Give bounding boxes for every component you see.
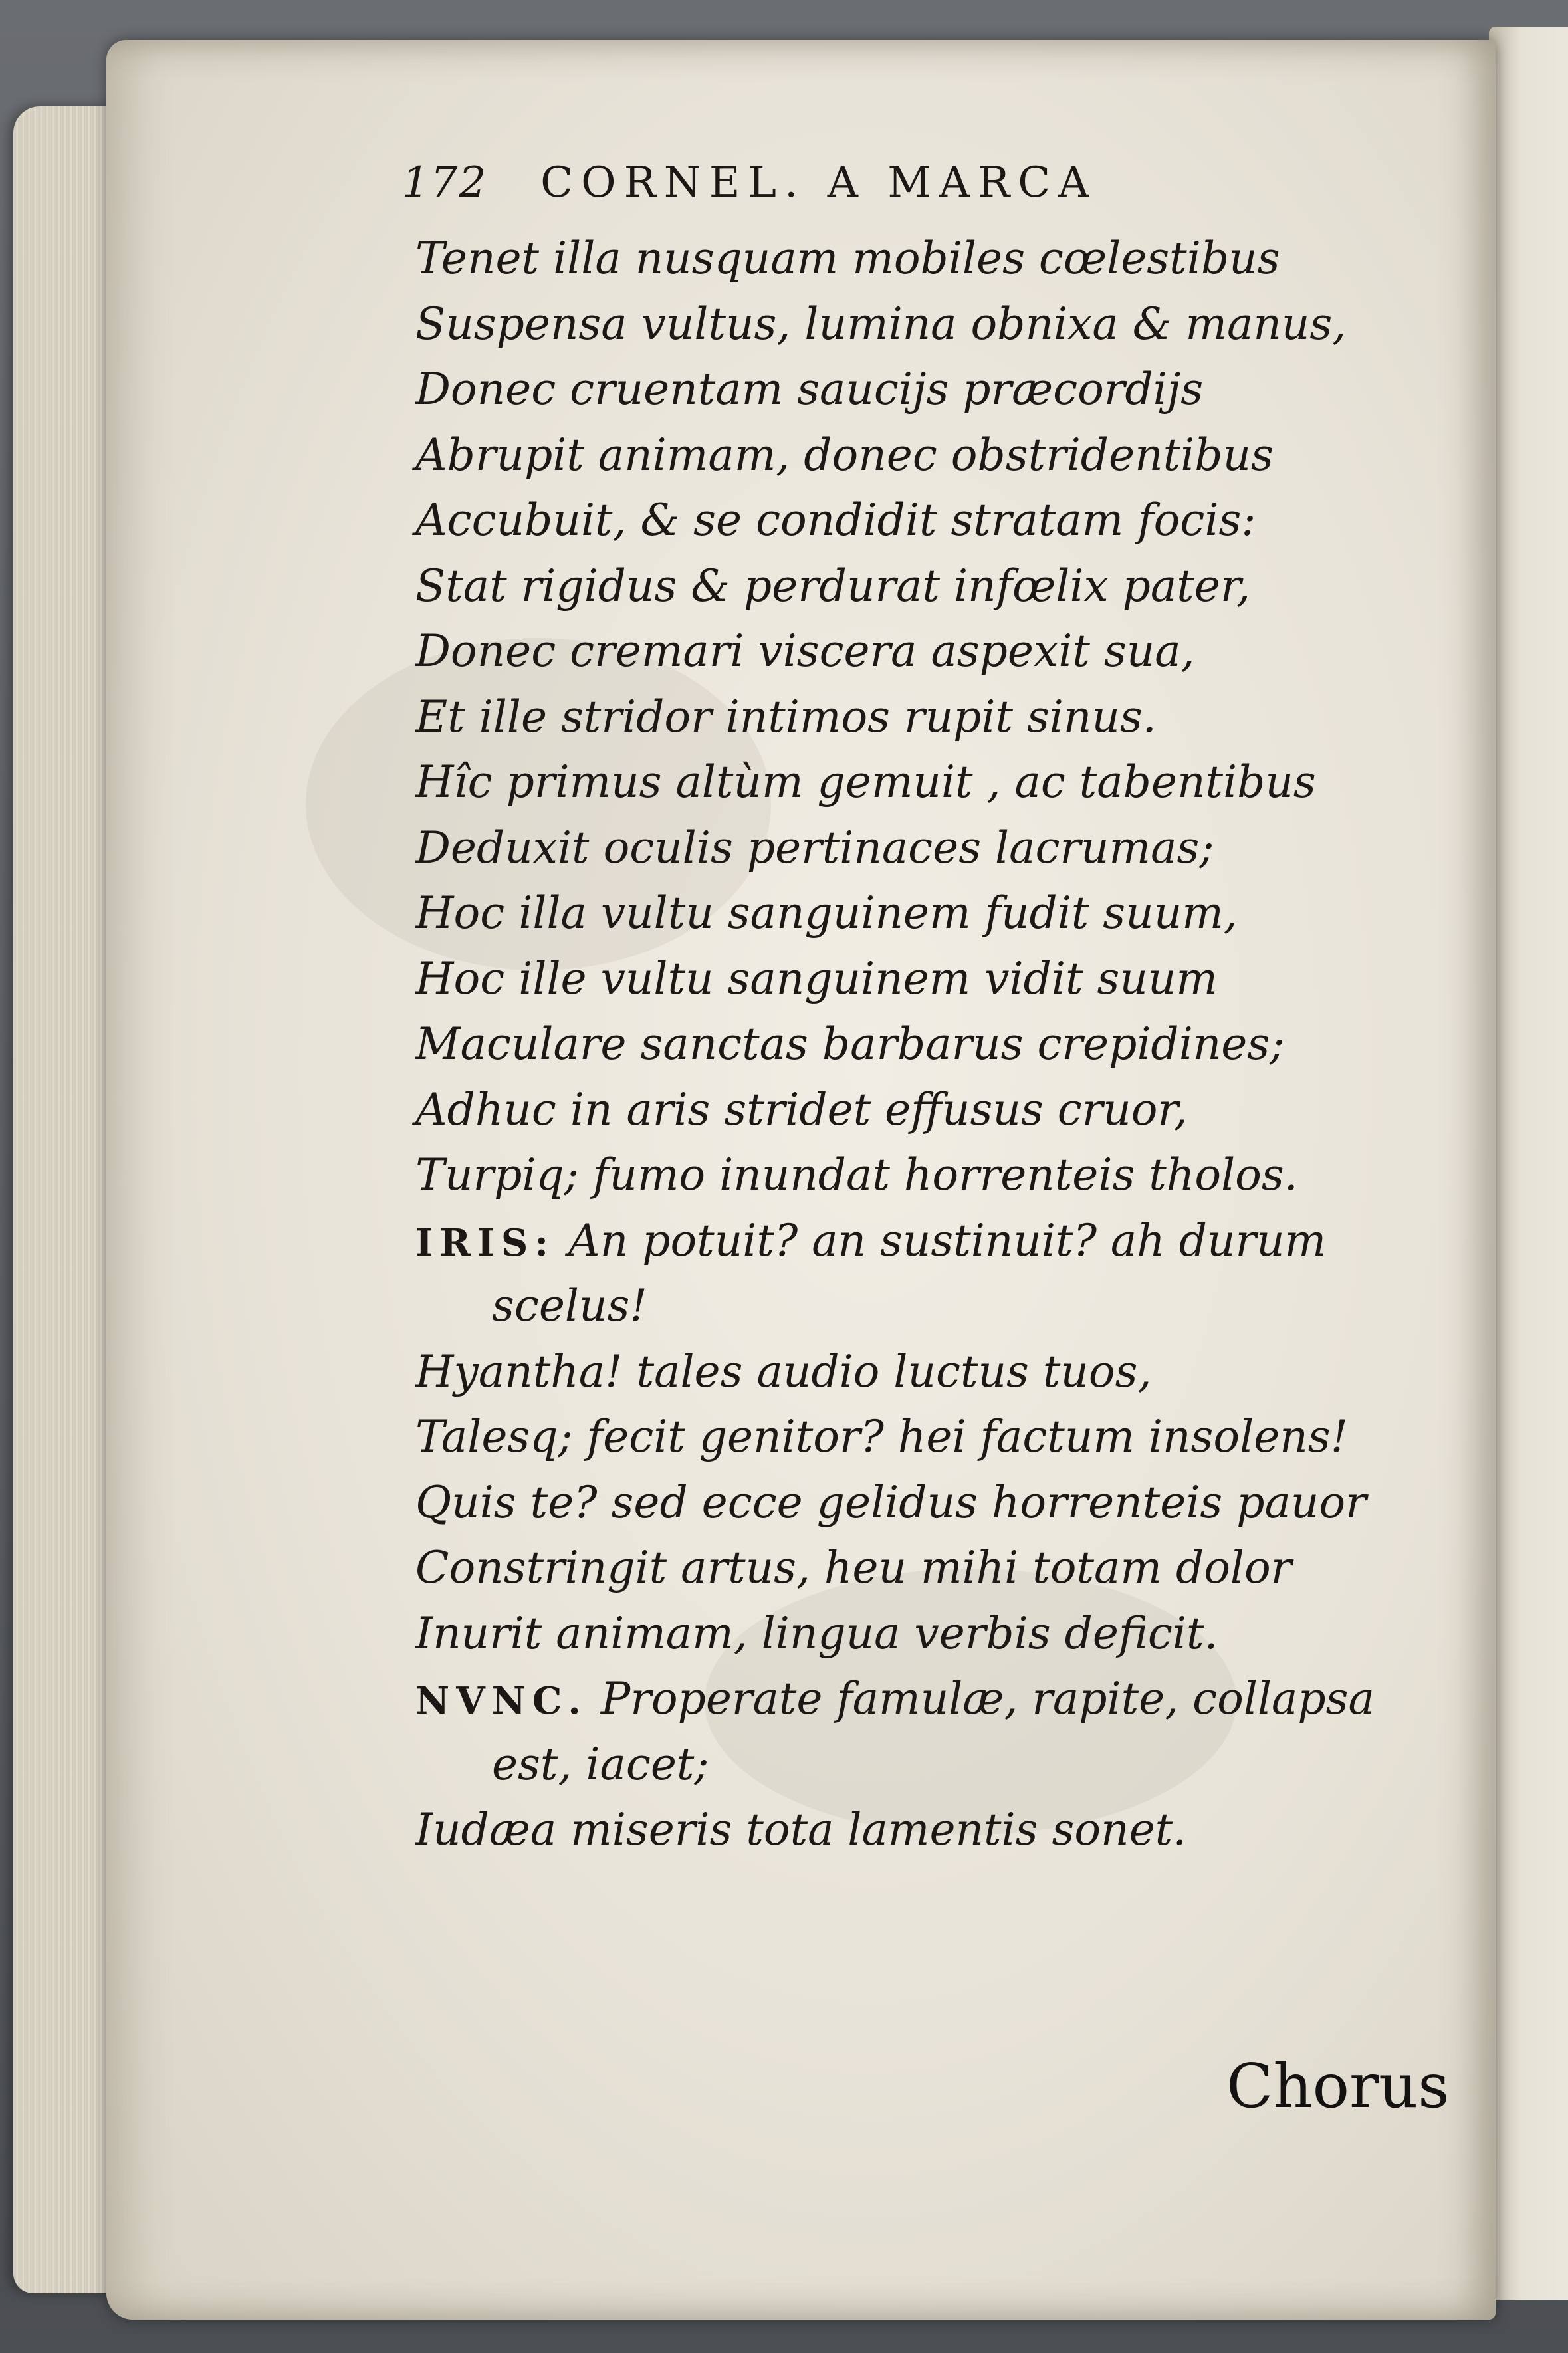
- verse-line: [415, 1732, 1452, 1798]
- verse-line-text: est, iacet;: [492, 1738, 709, 1790]
- verse-line: [415, 1535, 1452, 1601]
- verse-line: [415, 816, 1452, 881]
- verse-line: [415, 1339, 1452, 1405]
- verse-line: [415, 554, 1452, 619]
- speaker-name: NVNC.: [415, 1679, 588, 1723]
- verse-line: [415, 947, 1452, 1012]
- verse-line: [415, 292, 1452, 358]
- running-title: CORNEL. A MARCA: [540, 158, 1097, 207]
- verse-line: [415, 1012, 1452, 1077]
- verse-line-text: Quis te? sed ecce gelidus horrenteis pauor: [415, 1476, 1367, 1528]
- speaker-name: IRIS:: [415, 1220, 556, 1265]
- verse-line-text: Donec cruentam saucijs præcordijs: [415, 364, 1204, 415]
- verse-line-text: Hyantha! tales audio luctus tuos,: [415, 1345, 1152, 1397]
- facing-page-edge: [1489, 27, 1568, 2300]
- verse-line: [415, 226, 1452, 292]
- verse-line: [415, 423, 1452, 489]
- verse-line-text: Hîc primus altùm gemuit , ac tabentibus: [415, 756, 1316, 808]
- page-number: 172: [402, 158, 488, 207]
- verse-line-text: Abrupit animam, donec obstridentibus: [415, 429, 1274, 481]
- verse-line-text: Tenet illa nusquam mobiles cœlestibus: [415, 233, 1280, 284]
- verse-line-text: Et ille stridor intimos rupit sinus.: [415, 691, 1157, 742]
- verse-line: [415, 750, 1452, 816]
- verse-line-text: Deduxit oculis pertinaces lacrumas;: [415, 822, 1214, 873]
- verse-line: [415, 881, 1452, 947]
- verse-line-text: Accubuit, & se condidit stratam focis:: [415, 495, 1256, 546]
- verse-line-text: An potuit? an sustinuit? ah durum: [568, 1214, 1327, 1266]
- catchword: Chorus: [1226, 2051, 1450, 2122]
- verse-line: [415, 619, 1452, 685]
- verse-line: [415, 488, 1452, 554]
- running-header: [402, 158, 1097, 207]
- verse-line-text: Suspensa vultus, lumina obnixa & manus,: [415, 298, 1347, 350]
- verse-line-text: Donec cremari viscera aspexit sua,: [415, 625, 1195, 677]
- verse-line: [415, 357, 1452, 423]
- verse-line-text: Turpiq; fumo inundat horrenteis tholos.: [415, 1149, 1298, 1200]
- verse-line: [415, 1143, 1452, 1208]
- verse-line-text: Talesq; fecit genitor? hei factum insolens!: [415, 1411, 1349, 1462]
- verse-line-text: Adhuc in aris stridet effusus cruor,: [415, 1083, 1188, 1135]
- verse-line-text: Properate famulæ, rapite, collapsa: [600, 1673, 1375, 1724]
- verse-line: [415, 1666, 1452, 1732]
- verse-line: [415, 1797, 1452, 1863]
- verse-line-text: Constringit artus, heu mihi totam dolor: [415, 1542, 1292, 1593]
- verse-line: [415, 1208, 1452, 1274]
- verse-line-text: Stat rigidus & perdurat infœlix pater,: [415, 560, 1251, 612]
- verse-line: [415, 1404, 1452, 1470]
- verse-line: [415, 1274, 1452, 1339]
- verse-line-text: scelus!: [492, 1280, 647, 1331]
- verse-text: [415, 226, 1452, 1863]
- verse-line-text: Hoc illa vultu sanguinem fudit suum,: [415, 887, 1238, 939]
- verse-line: [415, 685, 1452, 750]
- verse-line-text: Maculare sanctas barbarus crepidines;: [415, 1018, 1285, 1069]
- verse-line: [415, 1601, 1452, 1667]
- verse-line-text: Inurit animam, lingua verbis deficit.: [415, 1607, 1218, 1659]
- verse-line: [415, 1077, 1452, 1143]
- verse-line: [415, 1470, 1452, 1536]
- verse-line-text: Hoc ille vultu sanguinem vidit suum: [415, 952, 1218, 1004]
- verse-line-text: Iudæa miseris tota lamentis sonet.: [415, 1804, 1187, 1855]
